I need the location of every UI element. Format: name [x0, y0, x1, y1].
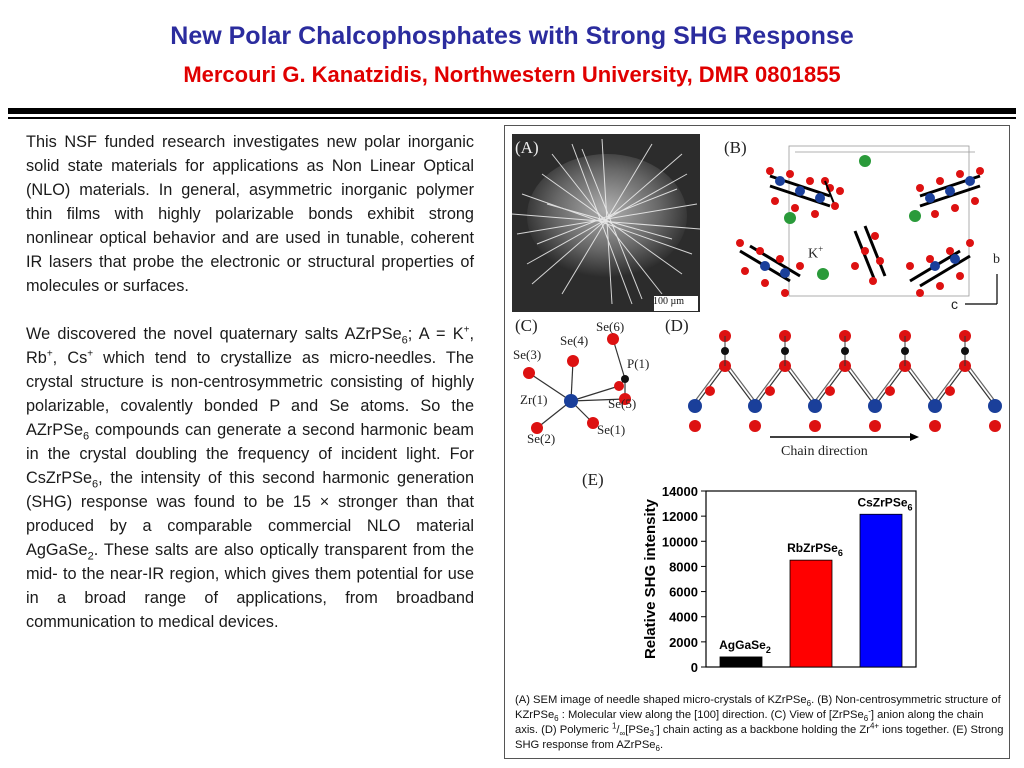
atom-label-se1: Se(1): [597, 422, 626, 437]
k-ion-label: K+: [808, 244, 824, 262]
panel-label-c: (C): [515, 316, 538, 335]
panel-label-d: (D): [665, 316, 689, 335]
atom-label-se3: Se(3): [513, 347, 542, 362]
paragraph-2: We discovered the novel quaternary salts AZrPSe$_6$; A = K+, Rb+, Cs+ which tend to crystallize as micro-needles. The crystal structure is non-centrosymmetric consisting of highly polarizable, covalently bonded P and Se atoms. So the AZrPSe$_6$ compounds can generate a second harmonic beam in the crystal doubling the frequency of incident light. For CsZrPSe$_6$, the intensity of this second harmonic generation (SHG) response was found to be 15 × stronger than that produced by a comparable commercial NLO material AgGaSe$_2$. These salts are also optically transparent from the mid- to the near-IR region, which gives them potential for use in a broad range of applications, from broadband communication to medical devices.: [26, 324, 474, 631]
bar-label: CsZrPSe$_6$: [857, 495, 913, 513]
atom-label-se6: Se(6): [596, 319, 625, 334]
y-tick-label: 10000: [661, 534, 698, 550]
axis-b-label: b: [993, 252, 1000, 267]
bar-label: RbZrPSe$_6$: [787, 541, 843, 559]
figure-caption: (A) SEM image of needle shaped micro-crystals of KZrPSe$_6$. (B) Non-centrosymmetric structure of KZrPSe$_6$ : Molecular view along the [100] direction. (C) View of [ZrPSe$_6$-] anion along the chain axis. (D) Polymeric $^1/_\infty[PSe_3^-]$ chain acting as a backbone holding the $Zr^{4+}$ ions together. (E) Strong SHG response from AZrPSe$_6$.: [515, 694, 1004, 754]
header-rule-thick: [8, 108, 1016, 114]
crystal-structure-view: [715, 136, 1005, 316]
y-tick-label: 12000: [661, 509, 698, 525]
atom-label-p1: P(1): [627, 356, 650, 371]
bar: [860, 514, 902, 667]
bar-label: AgGaSe$_2$: [719, 637, 771, 655]
panel-label-b: (B): [724, 138, 747, 157]
body-text: [26, 130, 474, 658]
slide-title: New Polar Chalcophosphates with Strong SHG Response: [170, 22, 854, 50]
shg-bar-chart: [630, 471, 930, 686]
atom-label-se4: Se(4): [560, 333, 589, 348]
axis-c-label: c: [951, 296, 958, 312]
sem-image: [512, 134, 700, 312]
atom-label-se5: Se(5): [608, 396, 637, 411]
chain-direction-arrow: [770, 432, 920, 442]
bar: [720, 657, 762, 667]
panel-label-a: (A): [515, 138, 539, 157]
y-tick-label: 0: [690, 660, 698, 675]
y-tick-label: 2000: [669, 634, 698, 650]
chain-direction-label: Chain direction: [781, 444, 868, 459]
y-tick-label: 14000: [661, 484, 698, 499]
header-rule-thin: [8, 117, 1016, 119]
figure-panel: [504, 125, 1010, 759]
y-axis-label: Relative SHG intensity: [642, 498, 659, 660]
slide-subtitle: Mercouri G. Kanatzidis, Northwestern University, DMR 0801855: [183, 62, 841, 87]
y-tick-label: 8000: [669, 559, 698, 575]
atom-label-zr1: Zr(1): [520, 392, 548, 407]
atom-label-se2: Se(2): [527, 431, 556, 446]
y-tick-label: 4000: [669, 609, 698, 625]
panel-label-e: (E): [582, 470, 604, 489]
paragraph-1: This NSF funded research investigates new polar inorganic solid state materials for applications as Non Linear Optical (NLO) materials. In general, asymmetric inorganic polymer thin films with highly polarizable bonds exhibit strong nonlinear optical behavior and are used in tunable, coherent IR lasers that probe the electronic or structural properties of molecules or surfaces.: [26, 133, 474, 295]
y-tick-label: 6000: [669, 584, 698, 600]
bar: [790, 560, 832, 667]
scale-bar-label: 100 µm: [653, 296, 685, 307]
